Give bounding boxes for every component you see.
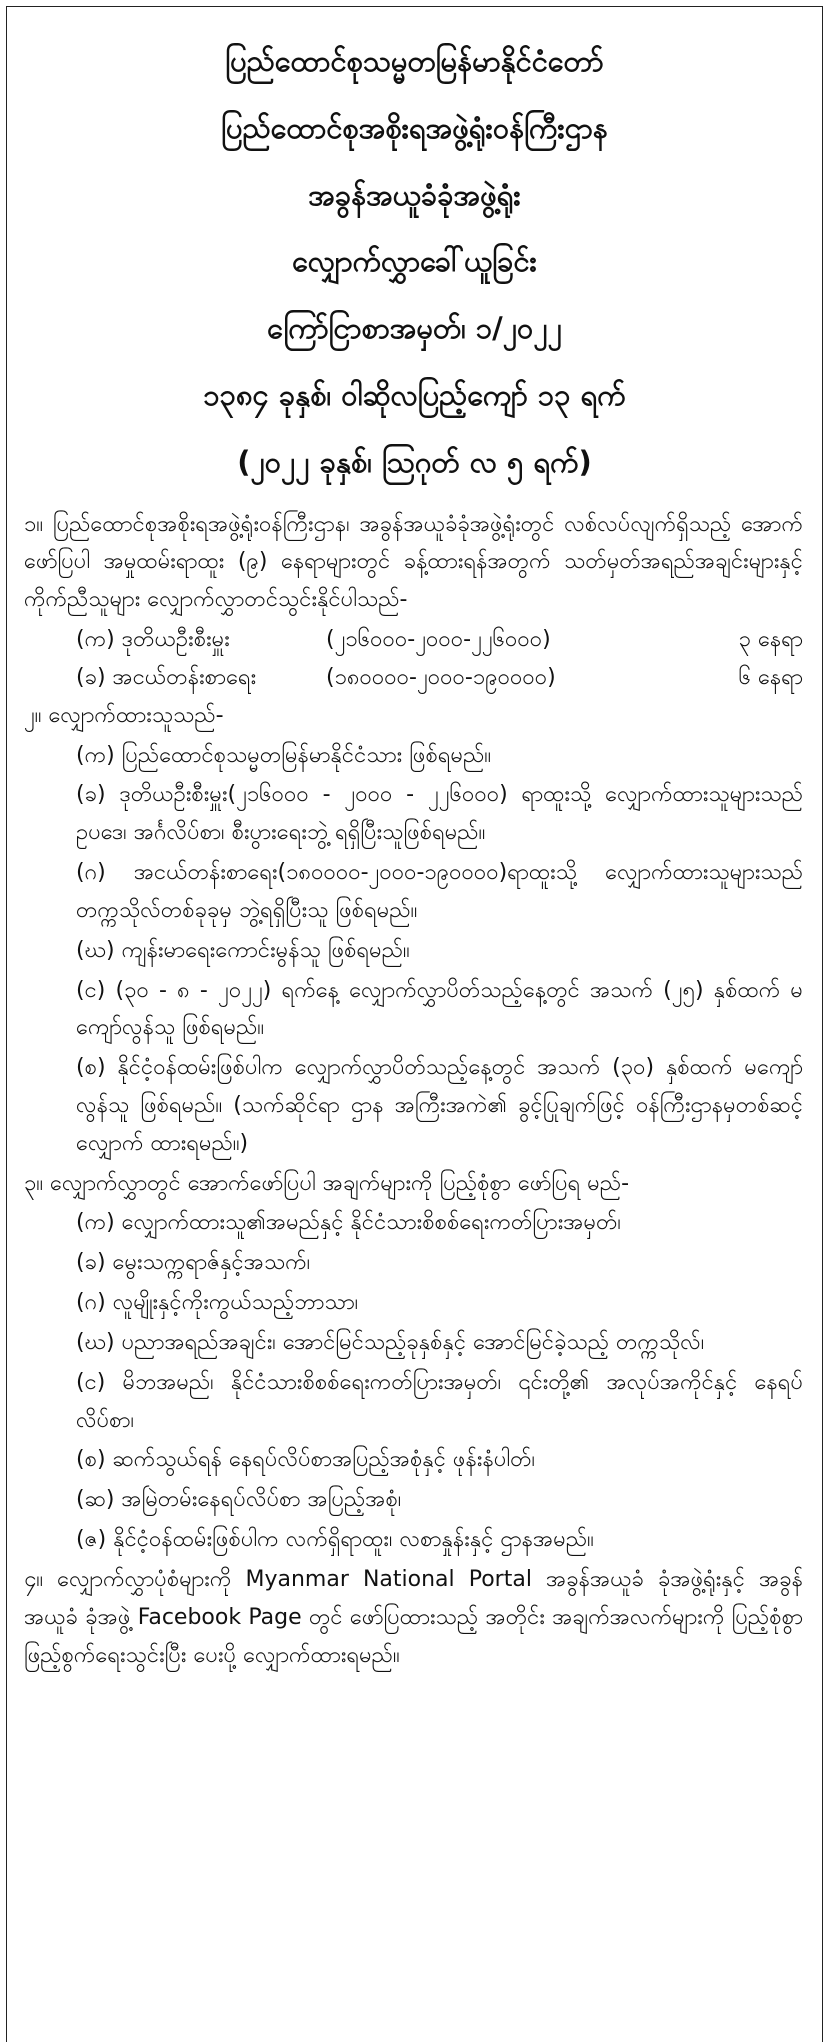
position-salary-range: (၂၁၆၀၀၀-၂၀၀၀-၂၂၆၀၀၀) (326, 627, 551, 653)
requirement-item: (ခ) ဒုတိယဦးစီးမှူး(၂၁၆၀၀၀ - ၂၀၀၀ - ၂၂၆၀၀၀) ရာထူးသို့ လျှောက်ထားသူများသည် ဥပဒေ၊ အင်္ဂလိပ်စာ၊ စီးပွားရေးဘွဲ့ ရရှိပြီးသူဖြစ်ရမည်။ (76, 782, 803, 846)
header-line-country: ပြည်ထောင်စုသမ္မတမြန်မာနိုင်ငံတော် (225, 44, 604, 78)
application-detail-item: (ဂ) လူမျိုးနှင့်ကိုးကွယ်သည့်ဘာသာ၊ (76, 1290, 359, 1316)
application-detail-item: (စ) ဆက်သွယ်ရန် နေရပ်လိပ်စာအပြည့်အစုံနှင့် ဖုန်းနံပါတ်၊ (76, 1447, 536, 1473)
position-count: ၃ နေရာ (738, 627, 803, 653)
header-line-office: အခွန်အယူခံခုံအဖွဲ့ရုံး (308, 177, 521, 212)
section-2-intro: ၂။ လျှောက်ထားသူသည်- (24, 702, 224, 728)
section-3-intro: ၃။ လျှောက်လွှာတွင် အောက်ဖော်ပြပါ အချက်များကို ပြည့်စုံစွာ ဖော်ပြရ မည်- (24, 1170, 630, 1196)
section-4-text: ၄။ လျှောက်လွှာပုံစံများကို Myanmar National Portal အခွန်အယူခံ ခုံအဖွဲ့ရုံးနှင့် အခွန်အယူခံ ခုံအဖွဲ့ Facebook Page တွင် ဖော်ပြထားသည့် အတိုင်း အချက်အလက်များကို ပြည့်စုံစွာ ဖြည့်စွက်ရေးသွင်းပြီး ပေးပို့ လျှောက်ထားရမည်။ (24, 1566, 803, 1668)
header-line-ministry: ပြည်ထောင်စုအစိုးရအဖွဲ့ရုံးဝန်ကြီးဌာန (221, 110, 608, 145)
application-detail-item: (င) မိဘအမည်၊ နိုင်ငံသားစိစစ်ရေးကတ်ပြားအမှတ်၊ ၎င်းတို့၏ အလုပ်အကိုင်နှင့် နေရပ် လိပ်စာ၊ (76, 1369, 803, 1433)
position-title: (က) ဒုတိယဦးစီးမှူး (76, 627, 230, 653)
application-detail-item: (က) လျှောက်ထားသူ၏အမည်နှင့် နိုင်ငံသားစိစစ်ရေးကတ်ပြားအမှတ်၊ (76, 1210, 621, 1236)
section-1-intro: ၁။ ပြည်ထောင်စုအစိုးရအဖွဲ့ရုံးဝန်ကြီးဌာန၊ အခွန်အယူခံခုံအဖွဲ့ရုံးတွင် လစ်လပ်လျက်ရှိသည့် အောက်ဖော်ပြပါ အမှုထမ်းရာထူး (၉) နေရာများတွင် ခန့်ထားရန်အတွက် သတ်မှတ်အရည်အချင်းများနှင့် ကိုက်ညီသူများ လျှောက်လွှာတင်သွင်းနိုင်ပါသည်- (24, 511, 803, 613)
header-line-myanmar-date: ၁၃၈၄ ခုနှစ်၊ ဝါဆိုလပြည့်ကျော် ၁၃ ရက် (203, 377, 626, 412)
position-count: ၆ နေရာ (738, 664, 803, 690)
requirement-item: (ဂ) အငယ်တန်းစာရေး(၁၈၀၀၀၀-၂၀၀၀-၁၉၀၀၀၀)ရာထူးသို့ လျှောက်ထားသူများသည် တက္ကသိုလ်တစ်ခုခုမှ ဘွဲ့ရရှိပြီးသူ ဖြစ်ရမည်။ (76, 860, 803, 923)
header-line-subject: လျှောက်လွှာခေါ်ယူခြင်း (292, 244, 537, 279)
position-salary-range: (၁၈၀၀၀၀-၂၀၀၀-၁၉၀၀၀၀) (326, 664, 556, 690)
header-line-notice-number: ကြော်ငြာစာအမှတ်၊ ၁/၂၀၂၂ (267, 311, 562, 346)
requirement-item: (က) ပြည်ထောင်စုသမ္မတမြန်မာနိုင်ငံသား ဖြစ်ရမည်။ (76, 742, 491, 768)
requirement-item: (င) (၃၀ - ၈ - ၂၀၂၂) ရက်နေ့ လျှောက်လွှာပိတ်သည့်နေ့တွင် အသက် (၂၅) နှစ်ထက် မကျော်လွန်သူ ဖြစ်ရမည်။ (76, 977, 803, 1041)
header-line-gregorian-date: (၂၀၂၂ ခုနှစ်၊ ဩဂုတ် လ ၅ ရက်) (237, 444, 592, 479)
application-detail-item: (ခ) မွေးသက္ကရာဇ်နှင့်အသက်၊ (76, 1250, 311, 1276)
application-detail-item: (ဇ) နိုင်ငံ့ဝန်ထမ်းဖြစ်ပါက လက်ရှိရာထူး၊ လစာနှုန်းနှင့် ဌာနအမည်။ (76, 1527, 594, 1553)
application-detail-item: (ဃ) ပညာအရည်အချင်း၊ အောင်မြင်သည့်ခုနှစ်နှင့် အောင်မြင်ခဲ့သည့် တက္ကသိုလ်၊ (76, 1329, 705, 1355)
requirement-item: (စ) နိုင်ငံ့ဝန်ထမ်းဖြစ်ပါက လျှောက်လွှာပိတ်သည့်နေ့တွင် အသက် (၃၀) နှစ်ထက် မကျော်လွန်သူ ဖြစ်ရမည်။ (သက်ဆိုင်ရာ ဌာန အကြီးအကဲ၏ ခွင့်ပြုချက်ဖြင့် ဝန်ကြီးဌာနမှတစ်ဆင့် လျှောက် ထားရမည်။) (76, 1055, 803, 1156)
requirement-item: (ဃ) ကျန်းမာရေးကောင်းမွန်သူ ဖြစ်ရမည်။ (76, 937, 410, 963)
position-title: (ခ) အငယ်တန်းစာရေး (76, 664, 257, 690)
notice-border (6, 6, 823, 2042)
application-detail-item: (ဆ) အမြဲတမ်းနေရပ်လိပ်စာ အပြည့်အစုံ၊ (76, 1487, 402, 1513)
